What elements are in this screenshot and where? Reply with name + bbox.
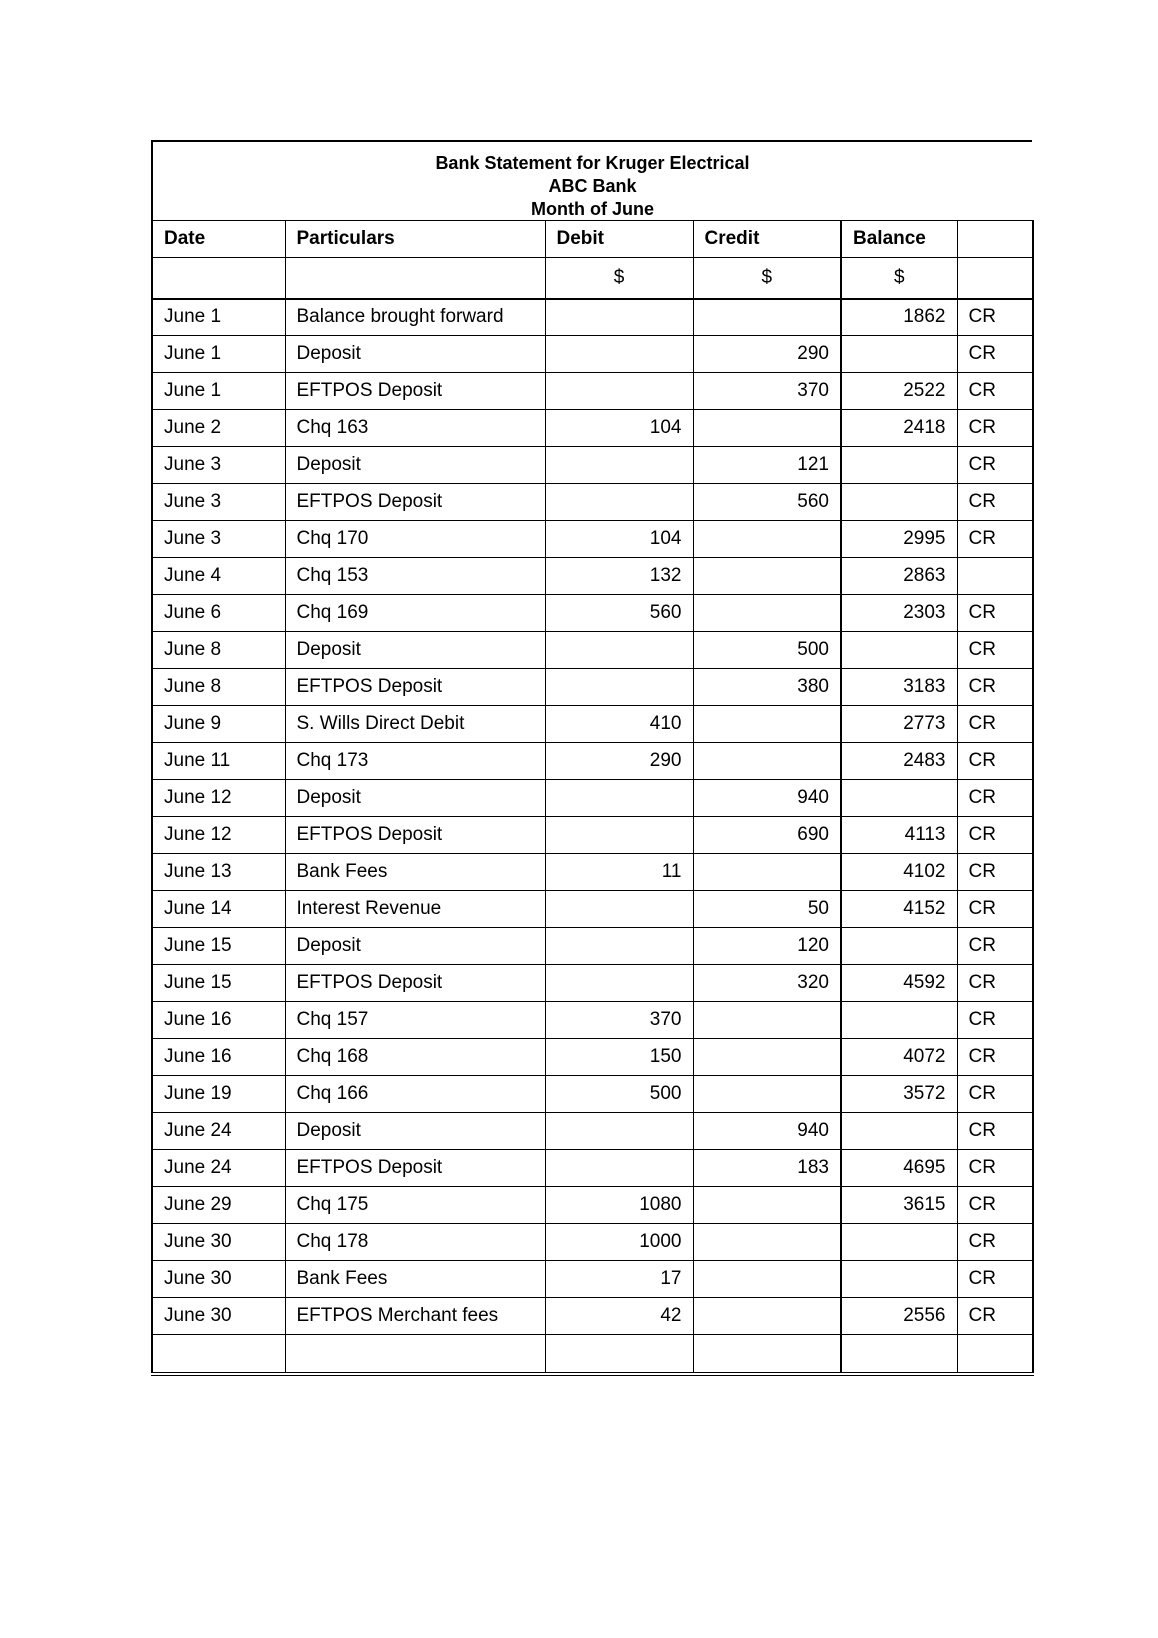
cell-date: June 24 — [152, 1113, 285, 1150]
unit-particulars — [285, 258, 545, 299]
table-row — [152, 1002, 1033, 1039]
cell-debit — [545, 1113, 693, 1150]
cell-particulars: Bank Fees — [285, 854, 545, 891]
cell-indicator: CR — [957, 521, 1033, 558]
cell-credit: 290 — [693, 336, 841, 373]
cell-indicator: CR — [957, 447, 1033, 484]
cell-balance — [841, 1113, 957, 1150]
cell-balance: 2773 — [841, 706, 957, 743]
cell-credit: 380 — [693, 669, 841, 706]
table-row — [152, 965, 1033, 1002]
cell-credit — [693, 1076, 841, 1113]
cell-particulars: EFTPOS Deposit — [285, 965, 545, 1002]
table-row — [152, 891, 1033, 928]
cell-credit: 500 — [693, 632, 841, 669]
cell-credit — [693, 1298, 841, 1335]
cell-particulars: Chq 169 — [285, 595, 545, 632]
cell-particulars: S. Wills Direct Debit — [285, 706, 545, 743]
cell-debit: 1000 — [545, 1224, 693, 1261]
cell-date: June 9 — [152, 706, 285, 743]
cell-indicator: CR — [957, 336, 1033, 373]
cell-particulars: EFTPOS Deposit — [285, 484, 545, 521]
cell-credit: 320 — [693, 965, 841, 1002]
cell-balance — [841, 1261, 957, 1298]
cell-indicator: CR — [957, 780, 1033, 817]
cell-particulars: Chq 168 — [285, 1039, 545, 1076]
table-row — [152, 595, 1033, 632]
table-row — [152, 706, 1033, 743]
cell-balance — [841, 928, 957, 965]
cell-indicator: CR — [957, 1039, 1033, 1076]
cell-debit: 104 — [545, 410, 693, 447]
table-row — [152, 410, 1033, 447]
cell-date: June 29 — [152, 1187, 285, 1224]
cell-particulars: Balance brought forward — [285, 299, 545, 336]
table-row — [152, 1261, 1033, 1298]
cell-date: June 14 — [152, 891, 285, 928]
cell-credit — [693, 706, 841, 743]
cell-debit — [545, 817, 693, 854]
cell-balance — [841, 780, 957, 817]
bank-name: ABC Bank — [548, 176, 637, 196]
cell-particulars: EFTPOS Deposit — [285, 1150, 545, 1187]
cell-indicator: CR — [957, 854, 1033, 891]
cell-indicator: CR — [957, 817, 1033, 854]
cell-credit — [693, 410, 841, 447]
cell-particulars: Deposit — [285, 447, 545, 484]
cell-balance: 3572 — [841, 1076, 957, 1113]
cell-balance — [841, 1002, 957, 1039]
cell-particulars: EFTPOS Deposit — [285, 817, 545, 854]
cell-credit — [693, 595, 841, 632]
cell-balance — [841, 1224, 957, 1261]
cell-debit: 500 — [545, 1076, 693, 1113]
cell-particulars: Chq 170 — [285, 521, 545, 558]
cell-balance: 4695 — [841, 1150, 957, 1187]
cell-debit: 370 — [545, 1002, 693, 1039]
cell-particulars: Deposit — [285, 1113, 545, 1150]
cell-credit: 370 — [693, 373, 841, 410]
cell-particulars: Chq 166 — [285, 1076, 545, 1113]
table-row — [152, 1039, 1033, 1076]
cell-indicator: CR — [957, 928, 1033, 965]
cell-balance: 2303 — [841, 595, 957, 632]
bank-statement — [151, 140, 1032, 1376]
table-row — [152, 447, 1033, 484]
cell-indicator: CR — [957, 1076, 1033, 1113]
cell-credit — [693, 1039, 841, 1076]
units-row — [152, 258, 1033, 299]
table-row — [152, 669, 1033, 706]
cell-date: June 3 — [152, 484, 285, 521]
cell-indicator: CR — [957, 1150, 1033, 1187]
cell-indicator: CR — [957, 1187, 1033, 1224]
cell-date: June 15 — [152, 965, 285, 1002]
cell-date: June 13 — [152, 854, 285, 891]
cell-debit: 560 — [545, 595, 693, 632]
header-particulars: Particulars — [285, 221, 545, 258]
cell-balance: 2556 — [841, 1298, 957, 1335]
cell-indicator: CR — [957, 965, 1033, 1002]
cell-debit: 11 — [545, 854, 693, 891]
cell-date: June 16 — [152, 1039, 285, 1076]
cell-debit — [545, 1150, 693, 1187]
header-indicator — [957, 221, 1033, 258]
cell-date: June 2 — [152, 410, 285, 447]
cell-debit — [545, 484, 693, 521]
cell-particulars: EFTPOS Deposit — [285, 669, 545, 706]
cell-date: June 12 — [152, 817, 285, 854]
cell-indicator: CR — [957, 1224, 1033, 1261]
cell-indicator: CR — [957, 410, 1033, 447]
header-credit: Credit — [693, 221, 841, 258]
cell-credit: 940 — [693, 1113, 841, 1150]
table-row — [152, 1076, 1033, 1113]
cell-balance: 3183 — [841, 669, 957, 706]
cell-balance: 3615 — [841, 1187, 957, 1224]
cell-date: June 4 — [152, 558, 285, 595]
cell-date: June 30 — [152, 1261, 285, 1298]
cell-credit — [693, 299, 841, 336]
table-row — [152, 1187, 1033, 1224]
cell-indicator: CR — [957, 595, 1033, 632]
table-row — [152, 854, 1033, 891]
cell-indicator: CR — [957, 373, 1033, 410]
unit-date — [152, 258, 285, 299]
cell-balance — [841, 447, 957, 484]
cell-indicator: CR — [957, 632, 1033, 669]
cell-date: June 30 — [152, 1298, 285, 1335]
cell-particulars: Bank Fees — [285, 1261, 545, 1298]
cell-particulars: EFTPOS Deposit — [285, 373, 545, 410]
unit-indicator — [957, 258, 1033, 299]
cell-particulars: Interest Revenue — [285, 891, 545, 928]
cell-particulars: Chq 157 — [285, 1002, 545, 1039]
cell-credit — [693, 1335, 841, 1374]
unit-credit: $ — [693, 258, 841, 299]
cell-debit: 104 — [545, 521, 693, 558]
cell-indicator: CR — [957, 891, 1033, 928]
cell-particulars: Chq 153 — [285, 558, 545, 595]
cell-indicator: CR — [957, 299, 1033, 336]
cell-balance — [841, 484, 957, 521]
cell-indicator: CR — [957, 1261, 1033, 1298]
cell-balance: 4113 — [841, 817, 957, 854]
cell-date: June 12 — [152, 780, 285, 817]
statement-period: Month of June — [531, 199, 654, 219]
cell-balance: 2863 — [841, 558, 957, 595]
table-row — [152, 1298, 1033, 1335]
cell-debit — [545, 780, 693, 817]
cell-particulars: Chq 163 — [285, 410, 545, 447]
table-row — [152, 373, 1033, 410]
cell-indicator: CR — [957, 743, 1033, 780]
cell-date: June 16 — [152, 1002, 285, 1039]
cell-date: June 19 — [152, 1076, 285, 1113]
cell-balance: 1862 — [841, 299, 957, 336]
cell-indicator: CR — [957, 669, 1033, 706]
cell-credit: 120 — [693, 928, 841, 965]
cell-credit: 121 — [693, 447, 841, 484]
table-row — [152, 1113, 1033, 1150]
cell-balance — [841, 336, 957, 373]
cell-date: June 1 — [152, 299, 285, 336]
cell-credit — [693, 854, 841, 891]
table-row — [152, 1224, 1033, 1261]
cell-particulars: Deposit — [285, 928, 545, 965]
cell-date: June 15 — [152, 928, 285, 965]
cell-credit: 50 — [693, 891, 841, 928]
cell-debit: 1080 — [545, 1187, 693, 1224]
cell-particulars: Chq 173 — [285, 743, 545, 780]
table-row — [152, 780, 1033, 817]
header-debit: Debit — [545, 221, 693, 258]
cell-balance: 4072 — [841, 1039, 957, 1076]
table-row — [152, 484, 1033, 521]
cell-particulars: Deposit — [285, 336, 545, 373]
cell-debit — [545, 669, 693, 706]
cell-credit: 560 — [693, 484, 841, 521]
cell-debit: 410 — [545, 706, 693, 743]
cell-debit — [545, 632, 693, 669]
table-row — [152, 743, 1033, 780]
cell-balance: 4592 — [841, 965, 957, 1002]
cell-particulars: EFTPOS Merchant fees — [285, 1298, 545, 1335]
cell-date: June 6 — [152, 595, 285, 632]
cell-balance: 2483 — [841, 743, 957, 780]
cell-particulars: Chq 175 — [285, 1187, 545, 1224]
cell-credit — [693, 1224, 841, 1261]
cell-date — [152, 1335, 285, 1374]
table-row — [152, 817, 1033, 854]
cell-balance: 2522 — [841, 373, 957, 410]
cell-balance: 2995 — [841, 521, 957, 558]
cell-date: June 1 — [152, 373, 285, 410]
cell-particulars: Chq 178 — [285, 1224, 545, 1261]
cell-debit — [545, 373, 693, 410]
table-row — [152, 1150, 1033, 1187]
cell-date: June 30 — [152, 1224, 285, 1261]
header-date: Date — [152, 221, 285, 258]
cell-indicator: CR — [957, 1298, 1033, 1335]
unit-debit: $ — [545, 258, 693, 299]
statement-title: Bank Statement for Kruger Electrical — [435, 153, 750, 173]
cell-debit — [545, 447, 693, 484]
cell-debit — [545, 928, 693, 965]
cell-debit — [545, 299, 693, 336]
table-row — [152, 632, 1033, 669]
cell-debit: 42 — [545, 1298, 693, 1335]
cell-balance: 4102 — [841, 854, 957, 891]
cell-indicator: CR — [957, 706, 1033, 743]
cell-balance: 4152 — [841, 891, 957, 928]
cell-indicator: CR — [957, 1002, 1033, 1039]
table-row — [152, 928, 1033, 965]
statement-title-block — [151, 140, 1032, 220]
cell-indicator — [957, 558, 1033, 595]
cell-credit — [693, 1187, 841, 1224]
cell-indicator — [957, 1335, 1033, 1374]
header-row — [152, 221, 1033, 258]
cell-date: June 8 — [152, 632, 285, 669]
cell-date: June 24 — [152, 1150, 285, 1187]
cell-debit: 290 — [545, 743, 693, 780]
cell-balance — [841, 632, 957, 669]
header-balance: Balance — [841, 221, 957, 258]
cell-credit — [693, 1261, 841, 1298]
cell-date: June 1 — [152, 336, 285, 373]
cell-balance — [841, 1335, 957, 1374]
statement-rows — [152, 299, 1033, 1374]
cell-particulars — [285, 1335, 545, 1374]
cell-debit — [545, 1335, 693, 1374]
cell-debit: 150 — [545, 1039, 693, 1076]
cell-particulars: Deposit — [285, 780, 545, 817]
cell-debit: 132 — [545, 558, 693, 595]
cell-debit — [545, 891, 693, 928]
cell-credit — [693, 558, 841, 595]
cell-date: June 11 — [152, 743, 285, 780]
cell-credit: 183 — [693, 1150, 841, 1187]
table-row — [152, 1335, 1033, 1374]
cell-credit: 940 — [693, 780, 841, 817]
cell-date: June 8 — [152, 669, 285, 706]
cell-credit — [693, 1002, 841, 1039]
cell-debit — [545, 965, 693, 1002]
cell-credit — [693, 743, 841, 780]
cell-credit: 690 — [693, 817, 841, 854]
table-row — [152, 299, 1033, 336]
cell-debit: 17 — [545, 1261, 693, 1298]
cell-indicator: CR — [957, 1113, 1033, 1150]
cell-balance: 2418 — [841, 410, 957, 447]
cell-date: June 3 — [152, 521, 285, 558]
cell-date: June 3 — [152, 447, 285, 484]
cell-indicator: CR — [957, 484, 1033, 521]
cell-particulars: Deposit — [285, 632, 545, 669]
statement-table — [151, 220, 1034, 1376]
unit-balance: $ — [841, 258, 957, 299]
cell-debit — [545, 336, 693, 373]
cell-credit — [693, 521, 841, 558]
table-row — [152, 336, 1033, 373]
table-row — [152, 521, 1033, 558]
table-row — [152, 558, 1033, 595]
